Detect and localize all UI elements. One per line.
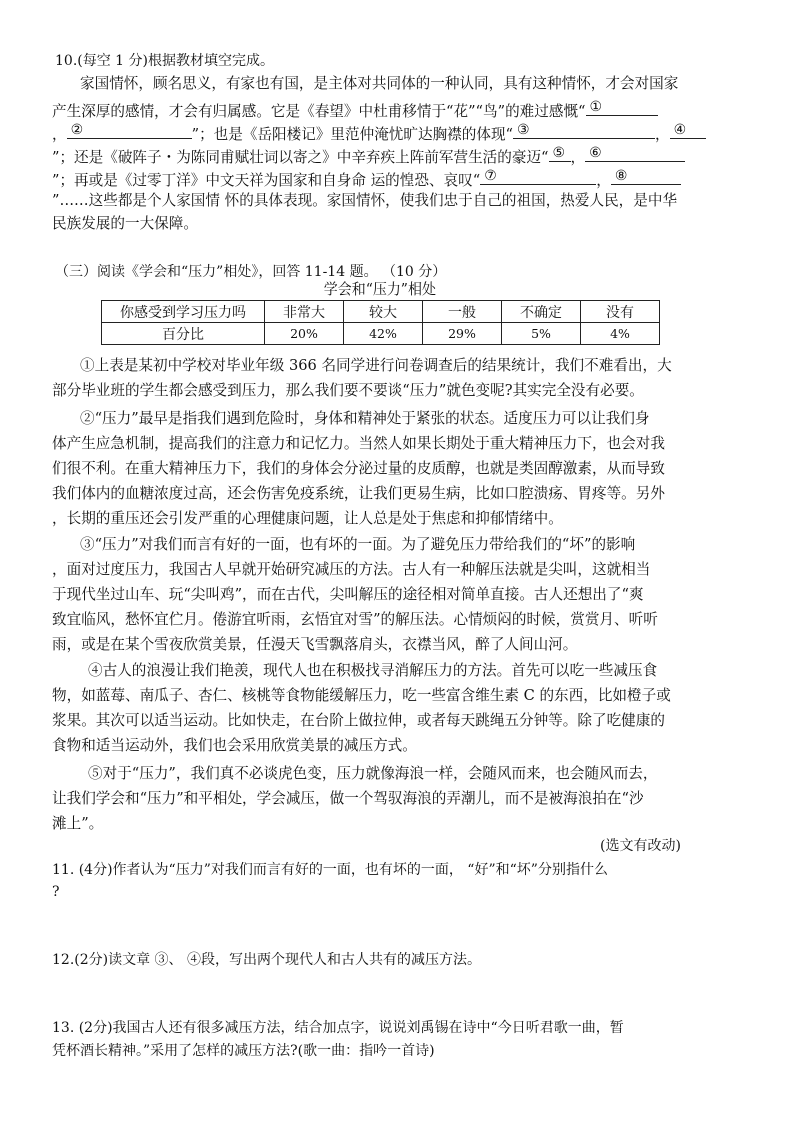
question-13-cont: 凭杯酒长精神。”采用了怎样的减压方法?(歌一曲：指吟一首诗) <box>52 1043 435 1059</box>
paragraph-line: ⑤对于“压力”，我们真不必谈虎色变，压力就像海浪一样，会随风而来，也会随风而去， <box>88 765 658 782</box>
q10-line: 产生深厚的感情，才会有归属感。它是《春望》中杜甫移情于“花”“鸟”的难过感慨“ ① <box>52 99 658 122</box>
answer-blank[interactable]: ⑤ <box>549 145 571 162</box>
paragraph-line: ，面对过度压力，我国古人早就开始研究减压的方法。古人有一种解压法就是尖叫，这就相当 <box>52 561 651 578</box>
q10-line: ”；还是《破阵子・为陈同甫赋壮词以寄之》中辛弃疾上阵前军营生活的豪迈“ ⑤ ， ⑥ <box>52 145 685 168</box>
paragraph-line: ③“压力”对我们而言有好的一面，也有坏的一面。为了避免压力带给我们的“坏”的影响 <box>80 536 636 553</box>
table-cell: 你感受到学习压力吗 <box>102 301 265 323</box>
paragraph-line: 浆果。其次可以适当运动。比如快走，在台阶上做拉伸，或者每天跳绳五分钟等。除了吃健康的 <box>52 712 665 729</box>
answer-blank[interactable]: ③ <box>513 122 655 139</box>
paragraph-line: 我们体内的血糖浓度过高，还会伤害免疫系统，让我们更易生病，比如口腔溃疡、胃疼等。另外 <box>52 485 665 502</box>
q10-line: ”；再或是《过零丁洋》中文天祥为国家和自身命 运的惶恐、哀叹“ ⑦ ， ⑧ <box>52 168 681 191</box>
answer-blank[interactable]: ⑥ <box>585 145 685 162</box>
table-cell: 4% <box>581 323 660 345</box>
table-cell: 20% <box>265 323 344 345</box>
answer-blank[interactable]: ⑧ <box>611 168 681 185</box>
table-cell: 一般 <box>423 301 502 323</box>
paragraph-line: 雨，或是在某个雪夜欣赏美景，任漫天飞雪飘落肩头，衣襟当风，醉了人间山河。 <box>52 636 578 653</box>
paragraph-line: ④古人的浪漫让我们艳羡，现代人也在积极找寻消解压力的方法。首先可以吃一些减压食 <box>88 662 658 679</box>
question-12: 12.(2分)读文章 ③、 ④段，写出两个现代人和古人共有的减压方法。 <box>52 952 481 968</box>
section-heading: （三）阅读《学会和“压力”相处》，回答 11-14 题。 （10 分） <box>55 264 447 280</box>
table-cell: 百分比 <box>102 323 265 345</box>
answer-blank[interactable]: ④ <box>670 122 706 139</box>
paragraph-line: ，长期的重压还会引发严重的心理健康问题，让人总是处于焦虑和抑郁情绪中。 <box>52 510 563 527</box>
paragraph-line: 食物和适当运动外，我们也会采用欣赏美景的减压方式。 <box>52 737 417 754</box>
paragraph-line: ②“压力”最早是指我们遇到危险时，身体和精神处于紧张的状态。适度压力可以让我们身 <box>80 410 650 427</box>
question-13: 13. (2分)我国古人还有很多减压方法，结合加点字，说说刘禹锡在诗中“今日听君歌一曲，暂 <box>52 1020 624 1036</box>
table-cell: 非常大 <box>265 301 344 323</box>
table-header-row <box>102 301 660 323</box>
q10-line: ”……这些都是个人家国情 怀的具体表现。家国情怀，使我们忠于自己的祖国，热爱人民，是中华 <box>52 192 678 209</box>
paragraph-line: 致宜临风，愁怀宜伫月。倦游宜听雨，玄悟宜对雪”的解压法。心情烦闷的时候，赏赏月、听听 <box>52 611 658 628</box>
source-note: (选文有改动) <box>600 838 681 854</box>
table-cell: 29% <box>423 323 502 345</box>
paragraph-line: 让我们学会和“压力”和平相处，学会减压，做一个驾驭海浪的弄潮儿，而不是被海浪拍在“沙 <box>52 790 644 807</box>
table-title: 学会和“压力”相处 <box>323 281 436 298</box>
question-11-cont: ? <box>52 884 60 900</box>
table-cell: 较大 <box>344 301 423 323</box>
q10-line: 家国情怀，顾名思义，有家也有国，是主体对共同体的一种认同，具有这种情怀，才会对国家 <box>80 75 679 92</box>
table-cell: 5% <box>502 323 581 345</box>
question-11: 11. (4分)作者认为“压力”对我们而言有好的一面，也有坏的一面， “好”和“坏”分别指什么 <box>52 862 608 878</box>
answer-blank[interactable]: ⑦ <box>480 168 596 185</box>
paragraph-line: 物，如蓝莓、南瓜子、杏仁、核桃等食物能缓解压力，吃一些富含维生素 C 的东西，比如橙子或 <box>52 687 671 704</box>
paragraph-line: 滩上”。 <box>52 815 104 832</box>
table-cell: 42% <box>344 323 423 345</box>
paragraph-line: 们很不利。在重大精神压力下，我们的身体会分泌过量的皮质醇，也就是类固醇激素，从而导致 <box>52 460 665 477</box>
table-cell: 没有 <box>581 301 660 323</box>
paragraph-line: 部分毕业班的学生都会感受到压力，那么我们要不要谈“压力”就色变呢?其实完全没有必要。 <box>52 382 644 399</box>
paragraph-line: 体产生应急机制，提高我们的注意力和记忆力。当然人如果长期处于重大精神压力下，也会对我 <box>52 435 665 452</box>
q10-line: ， ② ”；也是《岳阳楼记》里范仲淹忧旷达胸襟的体现“ ③ ， ④ <box>52 122 706 145</box>
survey-table <box>101 300 660 345</box>
answer-blank[interactable]: ② <box>67 122 192 139</box>
q10-line: 民族发展的一大保障。 <box>52 215 198 232</box>
paragraph-line: 于现代坐过山车、玩“尖叫鸡”，而在古代，尖叫解压的途径相对简单直接。古人还想出了“爽 <box>52 586 644 603</box>
q10-heading: 10.(每空 1 分)根据教材填空完成。 <box>55 53 274 69</box>
table-cell: 不确定 <box>502 301 581 323</box>
paragraph-line: ①上表是某初中学校对毕业年级 366 名同学进行问卷调查后的结果统计，我们不难看出，大 <box>80 357 672 374</box>
answer-blank[interactable]: ① <box>586 99 658 116</box>
table-row <box>102 323 660 345</box>
